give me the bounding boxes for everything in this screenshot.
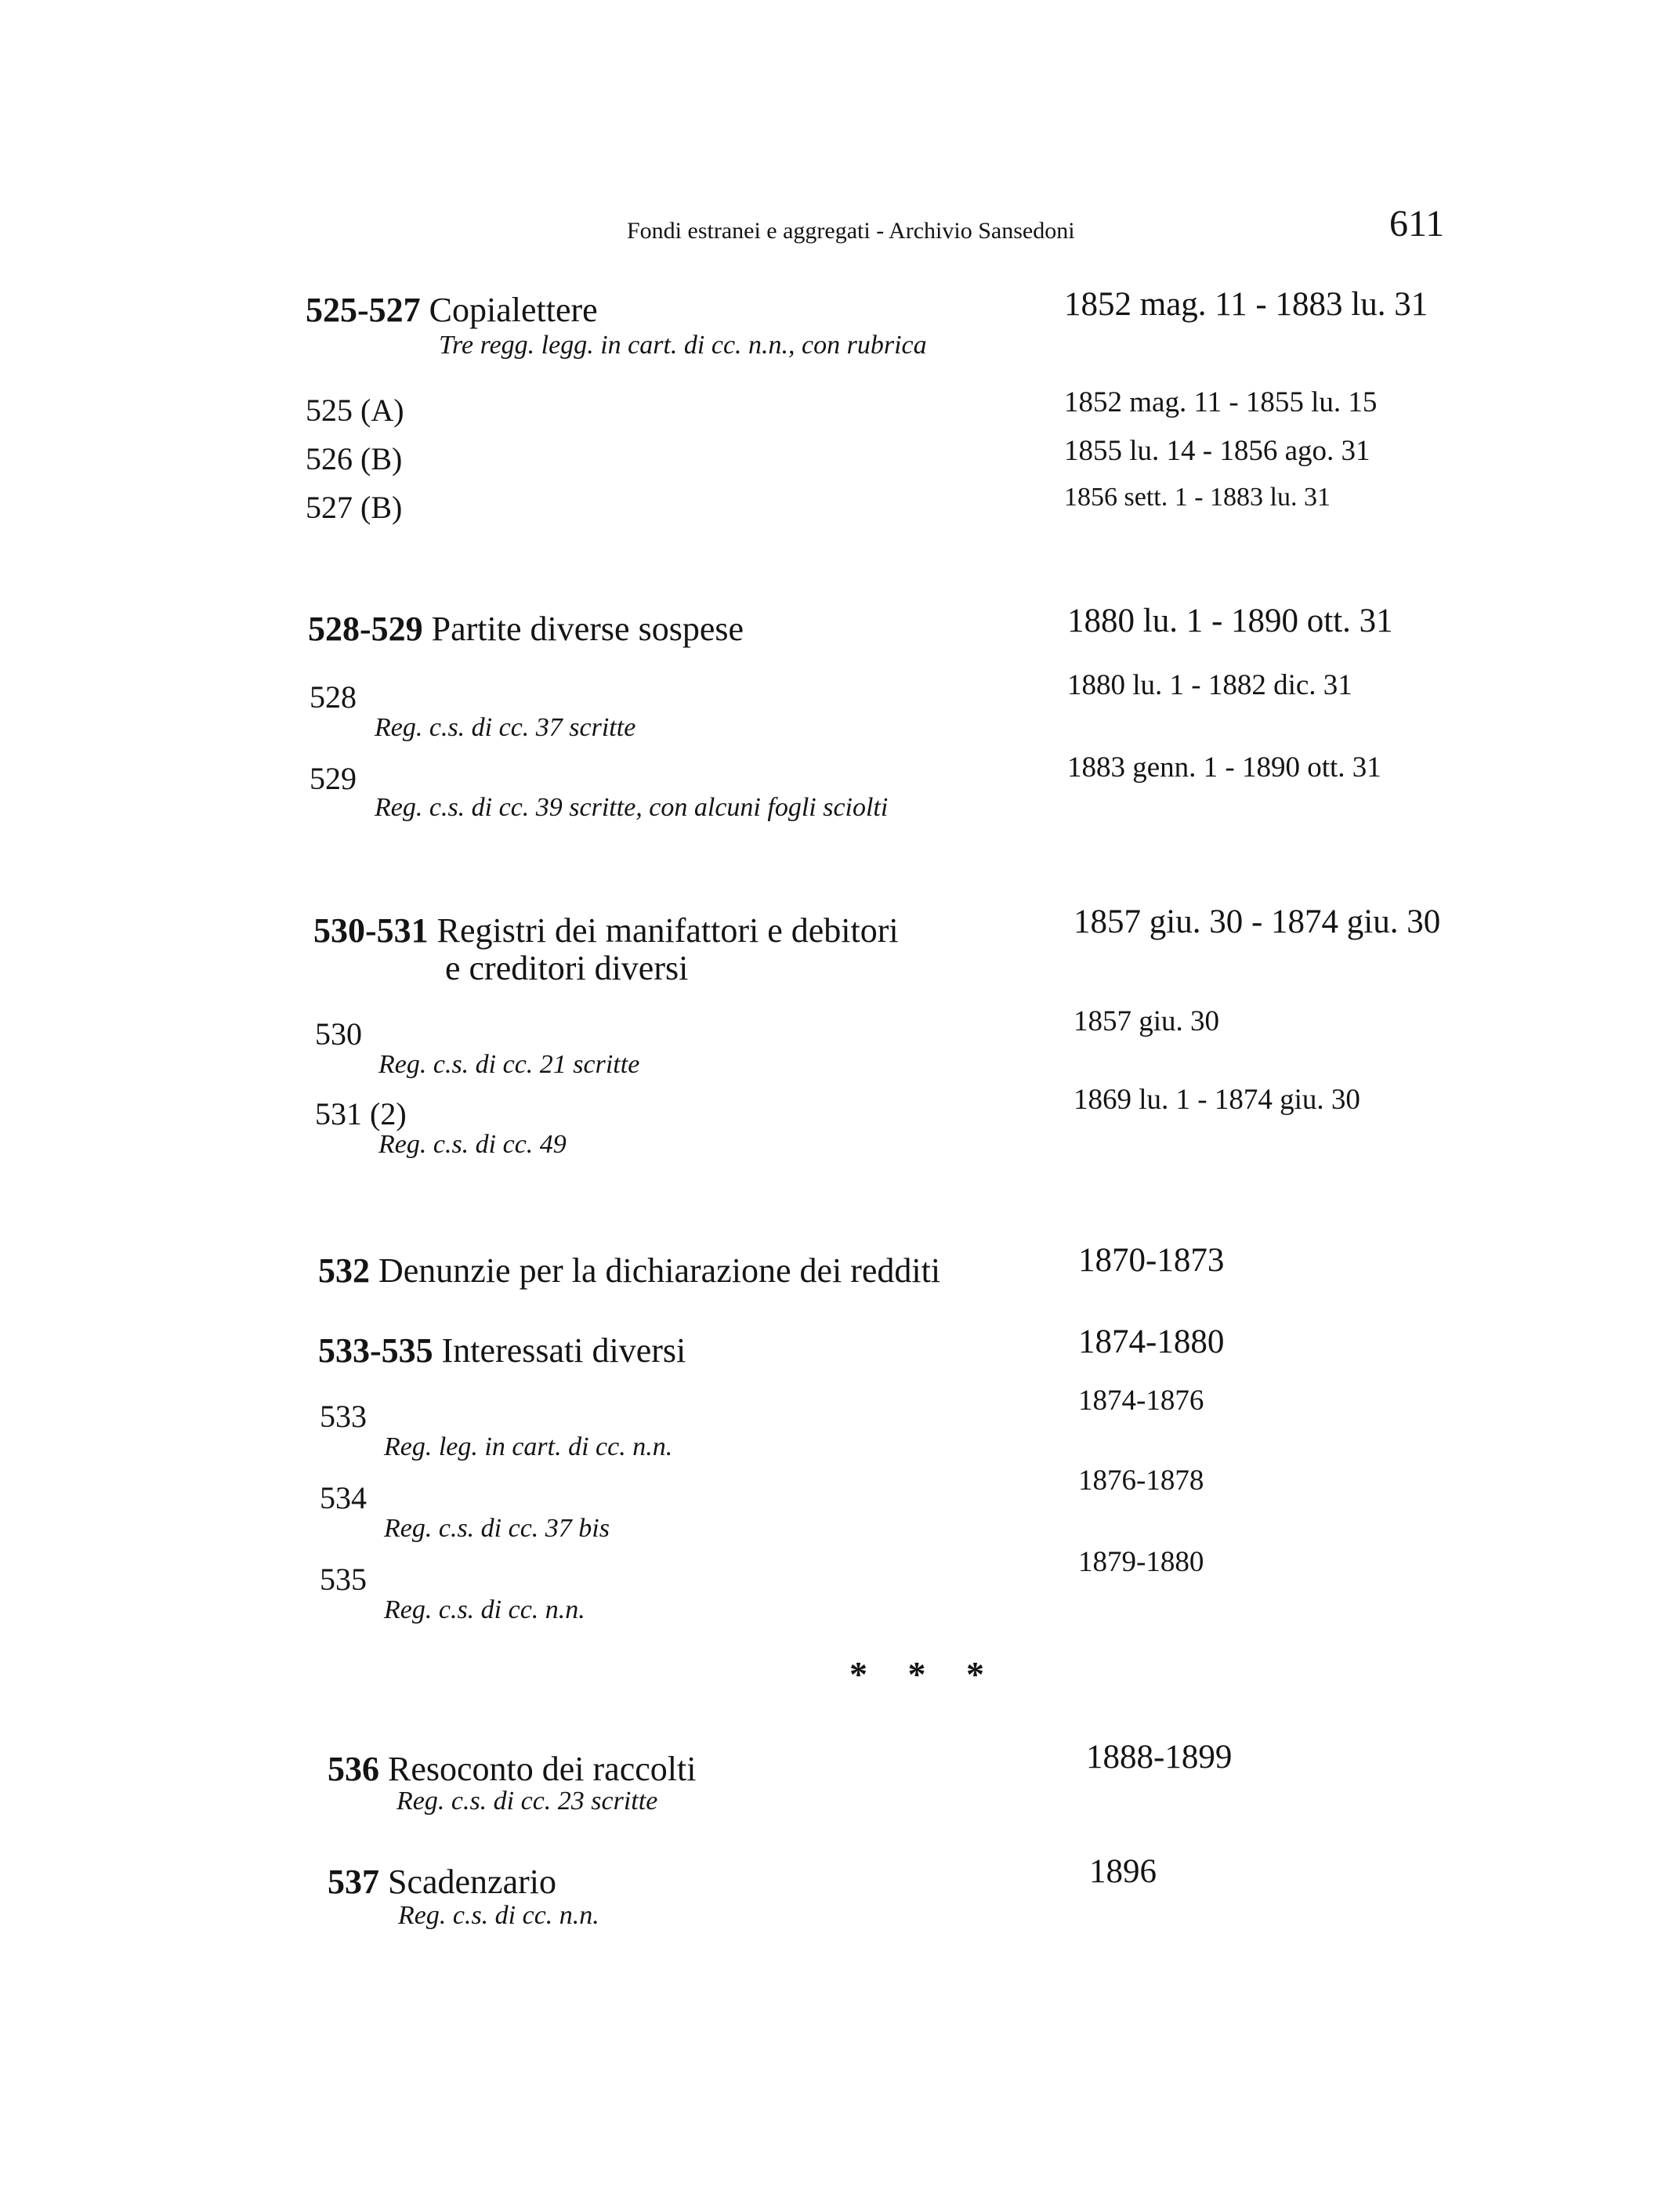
- item-id: 535: [320, 1562, 367, 1597]
- entry-title: Interessati diversi: [441, 1331, 686, 1370]
- item-dates: 1883 genn. 1 - 1890 ott. 31: [1067, 751, 1381, 784]
- entry-number: 537: [328, 1863, 379, 1901]
- entry-number: 530-531: [313, 911, 429, 950]
- item-dates: 1855 lu. 14 - 1856 ago. 31: [1064, 435, 1370, 467]
- item-id: 533: [320, 1399, 367, 1434]
- entry-title: Copialettere: [429, 291, 598, 329]
- item-dates: 1874-1876: [1078, 1385, 1204, 1417]
- item-description: Reg. c.s. di cc. 21 scritte: [378, 1050, 640, 1079]
- item-description: Reg. c.s. di cc. n.n.: [384, 1595, 585, 1624]
- item-dates: 1876-1878: [1078, 1464, 1204, 1497]
- entry-title: Denunzie per la dichiarazione dei redditi: [378, 1251, 941, 1290]
- item-id: 530: [315, 1016, 362, 1052]
- entry-dates: 1870-1873: [1078, 1242, 1225, 1279]
- entry-number: 536: [328, 1750, 379, 1788]
- entry-dates: 1857 giu. 30 - 1874 giu. 30: [1074, 903, 1441, 940]
- entry-number: 532: [318, 1251, 370, 1290]
- item-id: 527 (B): [306, 490, 403, 525]
- item-dates: 1879-1880: [1078, 1546, 1204, 1578]
- item-id: 526 (B): [306, 441, 403, 476]
- item-dates: 1869 lu. 1 - 1874 giu. 30: [1074, 1084, 1360, 1116]
- entry-description: Tre regg. legg. in cart. di cc. n.n., con rubrica: [439, 331, 927, 360]
- item-description: Reg. leg. in cart. di cc. n.n.: [384, 1432, 673, 1461]
- page-number: 611: [1389, 203, 1445, 244]
- item-description: Reg. c.s. di cc. 49: [378, 1130, 567, 1159]
- entry-number: 533-535: [318, 1331, 433, 1370]
- item-description: Reg. c.s. di cc. 39 scritte, con alcuni fogli sciolti: [375, 793, 889, 822]
- entry-dates: 1880 lu. 1 - 1890 ott. 31: [1067, 603, 1393, 639]
- entry-title: Partite diverse sospese: [431, 610, 744, 648]
- item-id: 528: [310, 679, 357, 715]
- entry-title: Resoconto dei raccolti: [388, 1750, 697, 1788]
- item-id: 525 (A): [306, 393, 404, 428]
- item-dates: 1880 lu. 1 - 1882 dic. 31: [1067, 669, 1352, 701]
- item-dates: 1857 giu. 30: [1074, 1005, 1220, 1037]
- entry-title-line2: e creditori diversi: [445, 949, 689, 987]
- item-dates: 1856 sett. 1 - 1883 lu. 31: [1064, 483, 1331, 512]
- entry-title: Scadenzario: [388, 1863, 556, 1901]
- entry-dates: 1888-1899: [1086, 1739, 1233, 1776]
- item-description: Reg. c.s. di cc. 37 scritte: [375, 713, 636, 742]
- item-id: 529: [310, 761, 357, 796]
- item-dates: 1852 mag. 11 - 1855 lu. 15: [1064, 386, 1378, 418]
- entry-dates: 1852 mag. 11 - 1883 lu. 31: [1064, 286, 1428, 323]
- running-title: Fondi estranei e aggregati - Archivio Sansedoni: [627, 218, 1075, 244]
- item-description: Reg. c.s. di cc. 37 bis: [384, 1514, 610, 1543]
- entry-number: 528-529: [308, 610, 423, 648]
- entry-dates: 1896: [1089, 1853, 1157, 1890]
- section-separator: * * *: [849, 1654, 1000, 1694]
- entry-description: Reg. c.s. di cc. 23 scritte: [396, 1787, 658, 1816]
- item-id: 531 (2): [315, 1096, 407, 1131]
- entry-dates: 1874-1880: [1078, 1323, 1225, 1360]
- entry-description: Reg. c.s. di cc. n.n.: [398, 1901, 599, 1930]
- entry-title-line1: Registri dei manifattori e debitori: [436, 911, 899, 950]
- item-id: 534: [320, 1480, 367, 1515]
- entry-number: 525-527: [306, 291, 421, 329]
